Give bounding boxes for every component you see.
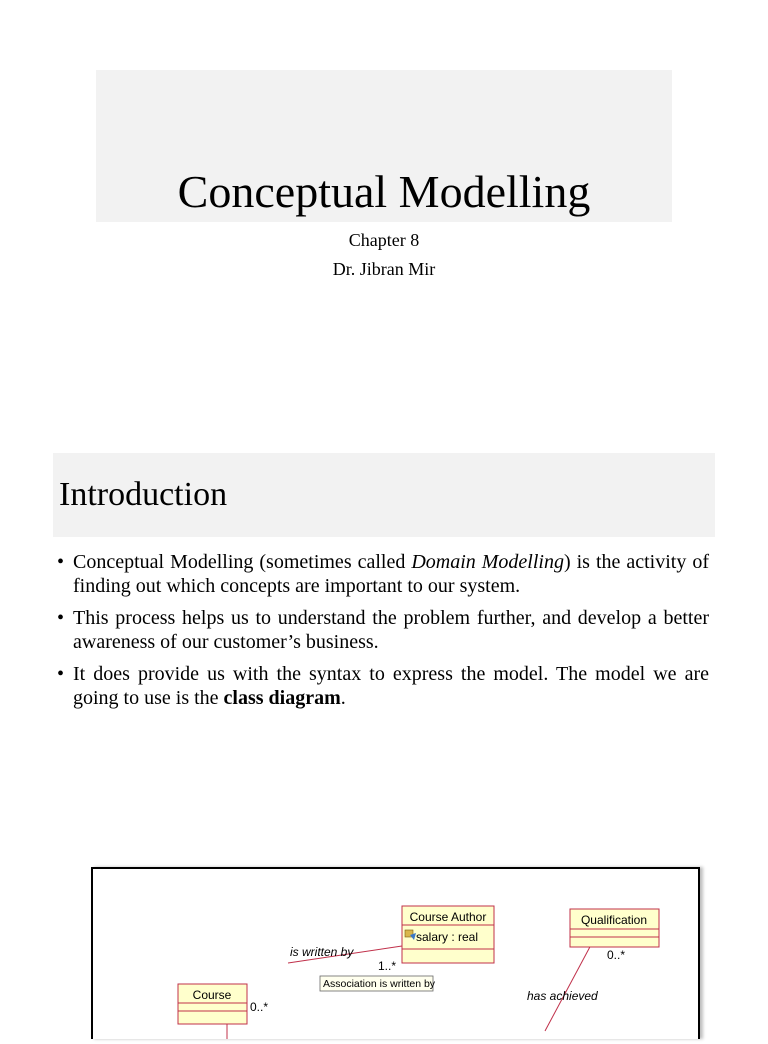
intro-bullet-list	[57, 550, 709, 718]
attribute-salary: salary : real	[416, 930, 479, 944]
bullet-text: .	[340, 687, 346, 709]
class-name: Course Author	[409, 910, 487, 924]
bullet-item	[57, 606, 709, 654]
bullet-italic-term: Domain Modelling	[411, 551, 564, 573]
association-note-text: Association is written by	[323, 978, 436, 990]
multiplicity-author: 1..*	[378, 959, 397, 973]
bullet-bold-term: class diagram	[223, 687, 341, 709]
intro-heading: Introduction	[59, 476, 228, 513]
class-course	[178, 984, 247, 1024]
bullet-item	[57, 662, 709, 710]
bullet-text: This process helps us to understand the problem further, and develop a better awareness of our customer’s business.	[73, 607, 709, 653]
class-name: Course	[192, 988, 232, 1002]
class-diagram	[93, 869, 698, 1039]
author-subtitle: Dr. Jibran Mir	[332, 259, 436, 279]
class-qualification	[570, 909, 659, 947]
slide-title: Conceptual Modelling	[177, 166, 591, 217]
class-course-author	[402, 906, 494, 963]
association-note	[320, 976, 436, 991]
bullet-item	[57, 550, 709, 598]
bullet-text: ) is the activity of finding out which concepts are important to our system.	[73, 551, 709, 597]
multiplicity-qualification: 0..*	[607, 948, 626, 962]
association-label-written-by: is written by	[290, 945, 354, 959]
class-diagram-frame	[91, 867, 700, 1039]
association-label-has-achieved: has achieved	[527, 989, 598, 1003]
class-name: Qualification	[580, 913, 648, 927]
chapter-subtitle: Chapter 8	[348, 230, 420, 250]
bullet-text: Conceptual Modelling (sometimes called	[73, 551, 412, 573]
bullet-text: It does provide us with the syntax to express the model. The model we are going to use is the	[73, 663, 709, 709]
association-line-has-achieved	[545, 943, 592, 1031]
title-slide	[0, 0, 768, 440]
multiplicity-course: 0..*	[250, 1000, 269, 1014]
